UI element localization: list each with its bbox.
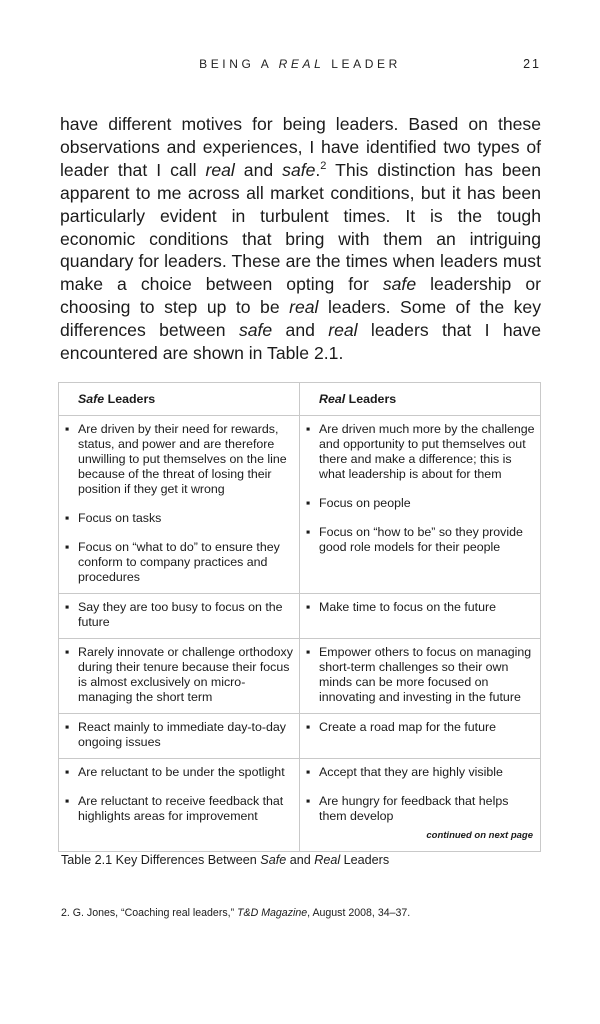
bullet-item	[304, 765, 538, 780]
bullet-item	[304, 525, 538, 555]
bullet-icon: ▪	[65, 511, 70, 525]
bullet-item	[63, 511, 297, 526]
bullet-icon: ▪	[65, 720, 70, 734]
bullet-text: Accept that they are highly visible	[319, 765, 503, 779]
bullet-item	[304, 645, 538, 705]
bullet-item	[304, 600, 538, 615]
real-leaders-cell	[300, 594, 541, 639]
safe-leaders-cell	[59, 714, 300, 759]
table-row	[59, 639, 541, 714]
body-paragraph: have different motives for being leaders. Based on these observations and experiences, I have identified two types of leader that I call real and safe.$^2$ This distinction has been apparent to me across all market conditions, but it has been particularly evident in turbulent times. It is the tough economic conditions that bring with them an intriguing quandary for leaders. These are the times when leaders must make a choice between opting for safe leadership or choosing to step up to be real leaders. Some of the key differences between safe and real leaders that I have encountered are shown in Table 2.1.	[60, 114, 542, 364]
bullet-item	[304, 720, 538, 735]
bullet-icon: ▪	[306, 600, 311, 614]
running-head	[0, 57, 600, 73]
table-header-row	[59, 383, 541, 416]
bullet-icon: ▪	[65, 422, 70, 436]
bullet-icon: ▪	[306, 496, 311, 510]
table-body	[59, 416, 541, 852]
bullet-text: React mainly to immediate day-to-day ongoing issues	[78, 720, 286, 749]
bullet-icon: ▪	[306, 645, 311, 659]
bullet-item	[63, 645, 297, 705]
safe-leaders-cell	[59, 759, 300, 852]
bullet-text: Focus on people	[319, 496, 411, 510]
bullet-icon: ▪	[65, 794, 70, 808]
header-safe-leaders: Safe Leaders	[59, 383, 300, 416]
table-row	[59, 759, 541, 852]
bullet-item	[63, 422, 297, 497]
bullet-text: Create a road map for the future	[319, 720, 497, 734]
footnote: 2. G. Jones, “Coaching real leaders,” T&D Magazine, August 2008, 34–37.	[61, 907, 411, 919]
bullet-text: Focus on tasks	[78, 511, 162, 525]
bullet-text: Focus on “how to be” so they provide good role models for their people	[319, 525, 523, 554]
bullet-icon: ▪	[65, 540, 70, 554]
bullet-icon: ▪	[65, 765, 70, 779]
footnote-ref[interactable]: 2	[320, 159, 327, 172]
page-number: 21	[523, 57, 541, 71]
running-head-title: BEING A REAL LEADER	[199, 57, 401, 71]
safe-leaders-cell	[59, 594, 300, 639]
continued-note: continued on next page	[426, 830, 533, 841]
bullet-text: Focus on “what to do” to ensure they conform to company practices and procedures	[78, 540, 280, 584]
bullet-icon: ▪	[306, 720, 311, 734]
bullet-icon: ▪	[65, 645, 70, 659]
real-leaders-cell	[300, 759, 541, 852]
bullet-icon: ▪	[306, 525, 311, 539]
bullet-icon: ▪	[306, 765, 311, 779]
bullet-item	[63, 794, 297, 824]
real-leaders-cell	[300, 416, 541, 594]
bullet-item	[304, 422, 538, 482]
bullet-text: Say they are too busy to focus on the future	[78, 600, 283, 629]
bullet-text: Are driven much more by the challenge and opportunity to put themselves out there and make a difference; this is what leadership is about for them	[319, 422, 535, 481]
bullet-icon: ▪	[65, 600, 70, 614]
bullet-text: Rarely innovate or challenge orthodoxy during their tenure because their focus is almost exclusively on micro-managing the short term	[78, 645, 293, 704]
safe-leaders-cell	[59, 639, 300, 714]
bullet-item	[304, 794, 538, 824]
differences-table	[58, 382, 541, 852]
bullet-item	[304, 496, 538, 511]
bullet-text: Empower others to focus on managing short-term challenges so their own minds can be more focused on innovating and investing in the future	[319, 645, 532, 704]
table-row	[59, 714, 541, 759]
header-real-leaders: Real Leaders	[300, 383, 541, 416]
real-leaders-cell	[300, 714, 541, 759]
bullet-text: Are hungry for feedback that helps them develop	[319, 794, 509, 823]
safe-leaders-cell	[59, 416, 300, 594]
table-caption: Table 2.1 Key Differences Between Safe and Real Leaders	[61, 853, 390, 867]
bullet-text: Are reluctant to be under the spotlight	[78, 765, 285, 779]
bullet-text: Are driven by their need for rewards, status, and power and are therefore unwilling to put themselves on the line because of the threat of losing their position if they get it wrong	[78, 422, 287, 496]
bullet-icon: ▪	[306, 794, 311, 808]
bullet-text: Are reluctant to receive feedback that highlights areas for improvement	[78, 794, 284, 823]
bullet-icon: ▪	[306, 422, 311, 436]
table-row	[59, 416, 541, 594]
bullet-text: Make time to focus on the future	[319, 600, 497, 614]
bullet-item	[63, 720, 297, 750]
bullet-item	[63, 600, 297, 630]
real-leaders-cell	[300, 639, 541, 714]
bullet-item	[63, 540, 297, 585]
bullet-item	[63, 765, 297, 780]
table-row	[59, 594, 541, 639]
